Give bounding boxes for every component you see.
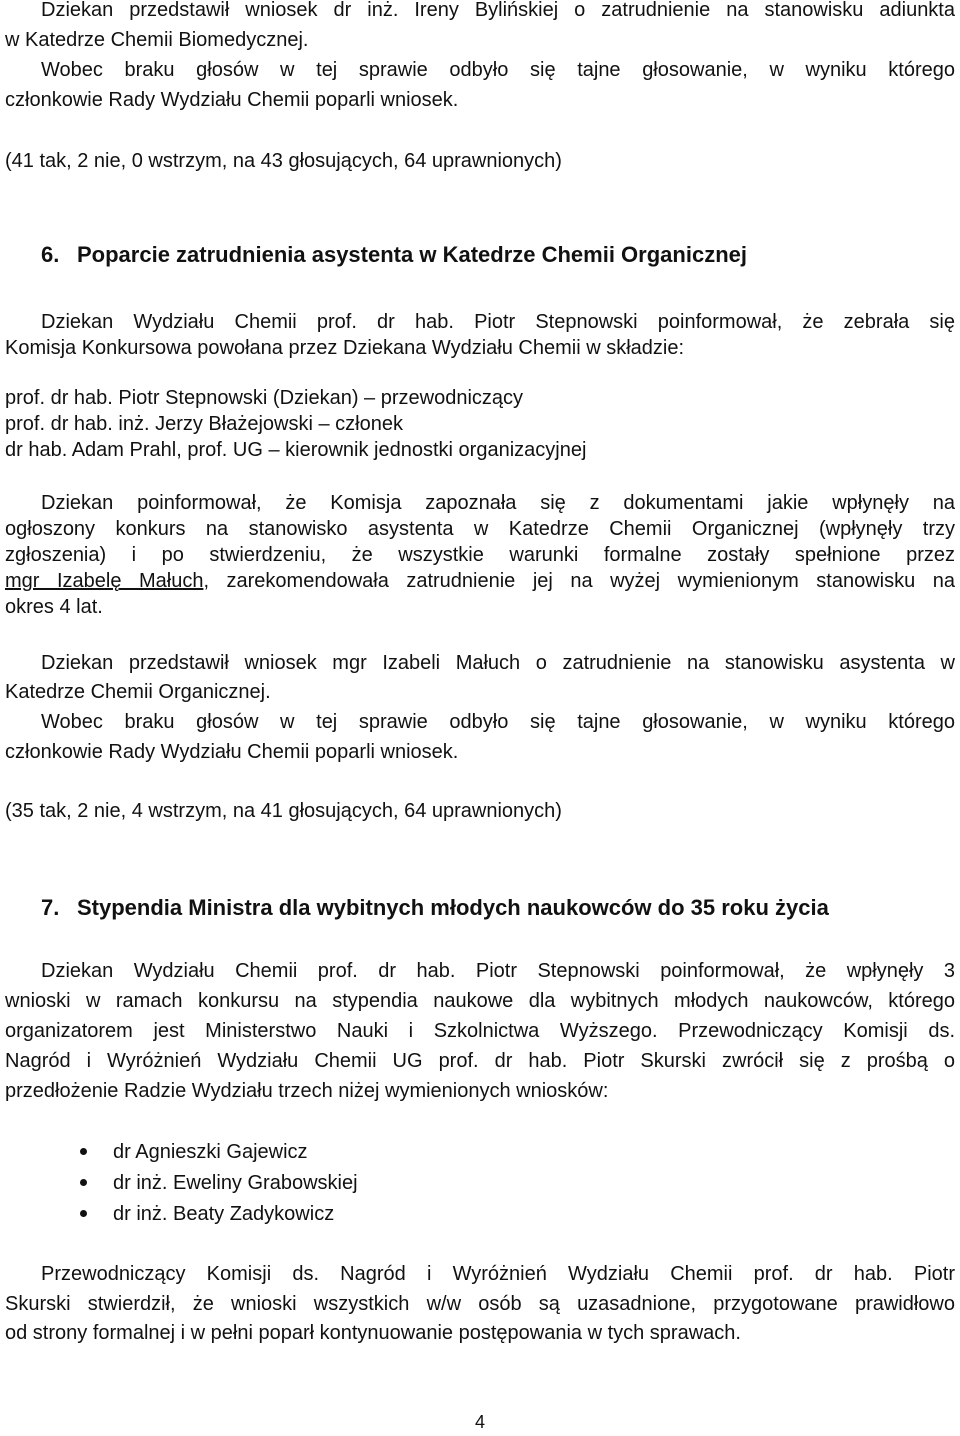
section-7-paragraph-1-line-1: Dziekan Wydziału Chemii prof. dr hab. Piotr Stepnowski poinformował, że wpłynęły 3: [41, 960, 955, 982]
list-item-text: dr Agnieszki Gajewicz: [113, 1141, 308, 1163]
section-6-paragraph-2-line-3: zgłoszenia) i po stwierdzeniu, że wszystkie warunki formalne zostały spełnione przez: [5, 544, 955, 566]
section-7-number: 7.: [41, 895, 60, 920]
section-6-paragraph-2-line-4: [5, 568, 955, 594]
bullet-icon: [80, 1179, 87, 1186]
section-6-title: Poparcie zatrudnienia asystenta w Katedrze Chemii Organicznej: [77, 242, 747, 267]
top-paragraph-line-2: w Katedrze Chemii Biomedycznej.: [5, 29, 309, 51]
section-7-paragraph-2-line-1: Przewodniczący Komisji ds. Nagród i Wyróżnień Wydziału Chemii prof. dr hab. Piotr: [41, 1263, 955, 1285]
committee-member-1: prof. dr hab. Piotr Stepnowski (Dziekan) – przewodniczący: [5, 387, 524, 409]
committee-member-2: prof. dr hab. inż. Jerzy Błażejowski – członek: [5, 413, 403, 435]
top-paragraph-line-3: Wobec braku głosów w tej sprawie odbyło się tajne głosowanie, w wyniku którego: [41, 59, 955, 81]
list-item-text: dr inż. Eweliny Grabowskiej: [113, 1172, 358, 1194]
section-6-paragraph-3-line-2: Katedrze Chemii Organicznej.: [5, 681, 271, 703]
section-6-paragraph-1-line-1: Dziekan Wydziału Chemii prof. dr hab. Piotr Stepnowski poinformował, że zebrała się: [41, 311, 955, 333]
top-vote-result: (41 tak, 2 nie, 0 wstrzym, na 43 głosujących, 64 uprawnionych): [5, 150, 562, 172]
section-7-title: Stypendia Ministra dla wybitnych młodych naukowców do 35 roku życia: [77, 895, 829, 920]
candidate-name-underlined: mgr Izabelę Małuch: [5, 570, 204, 592]
bullet-icon: [80, 1148, 87, 1155]
page-number: 4: [474, 1412, 485, 1432]
section-6-paragraph-2-line-5: okres 4 lat.: [5, 596, 103, 618]
committee-member-3: dr hab. Adam Prahl, prof. UG – kierownik jednostki organizacyjnej: [5, 439, 587, 461]
top-paragraph-line-1: Dziekan przedstawił wniosek dr inż. Ireny Bylińskiej o zatrudnienie na stanowisku adiunkta: [41, 0, 955, 21]
section-7-paragraph-1-line-5: przedłożenie Radzie Wydziału trzech niżej wymienionych wniosków:: [5, 1080, 609, 1102]
section-7-paragraph-2-line-2: Skurski stwierdził, że wnioski wszystkich w/w osób są uzasadnione, przygotowane prawidłowo: [5, 1293, 955, 1315]
section-6-paragraph-2-line-4-rest: , zarekomendowała zatrudnienie jej na wyżej wymienionym stanowisku na: [203, 570, 955, 592]
section-6-paragraph-3-line-1: Dziekan przedstawił wniosek mgr Izabeli Małuch o zatrudnienie na stanowisku asystenta w: [41, 652, 955, 674]
section-7-paragraph-1-line-3: organizatorem jest Ministerstwo Nauki i Szkolnictwa Wyższego. Przewodniczący Komisji ds.: [5, 1020, 955, 1042]
section-6-paragraph-1-line-2: Komisja Konkursowa powołana przez Dziekana Wydziału Chemii w składzie:: [5, 337, 685, 359]
top-paragraph-line-4: członkowie Rady Wydziału Chemii poparli wniosek.: [5, 89, 459, 111]
section-6-paragraph-2-line-1: Dziekan poinformował, że Komisja zapoznała się z dokumentami jakie wpłynęły na: [41, 492, 955, 514]
section-6-paragraph-3-line-3: Wobec braku głosów w tej sprawie odbyło się tajne głosowanie, w wyniku którego: [41, 711, 955, 733]
list-item-text: dr inż. Beaty Zadykowicz: [113, 1203, 335, 1225]
section-6-paragraph-2-line-2: ogłoszony konkurs na stanowisko asystenta w Katedrze Chemii Organicznej (wpłynęły trzy: [5, 518, 955, 540]
section-7-paragraph-1-line-4: Nagród i Wyróżnień Wydziału Chemii UG prof. dr hab. Piotr Skurski zwrócił się z prośbą o: [5, 1050, 955, 1072]
section-6-heading: [41, 241, 747, 269]
bullet-icon: [80, 1210, 87, 1217]
section-6-number: 6.: [41, 242, 60, 267]
section-7-heading: [41, 894, 829, 922]
section-7-paragraph-2-line-3: od strony formalnej i w pełni poparł kontynuowanie postępowania w tych sprawach.: [5, 1322, 741, 1344]
section-6-paragraph-3-line-4: członkowie Rady Wydziału Chemii poparli wniosek.: [5, 741, 459, 763]
section-7-paragraph-1-line-2: wnioski w ramach konkursu na stypendia naukowe dla wybitnych młodych naukowców, którego: [5, 990, 955, 1012]
section-6-vote-result: (35 tak, 2 nie, 4 wstrzym, na 41 głosujących, 64 uprawnionych): [5, 800, 562, 822]
